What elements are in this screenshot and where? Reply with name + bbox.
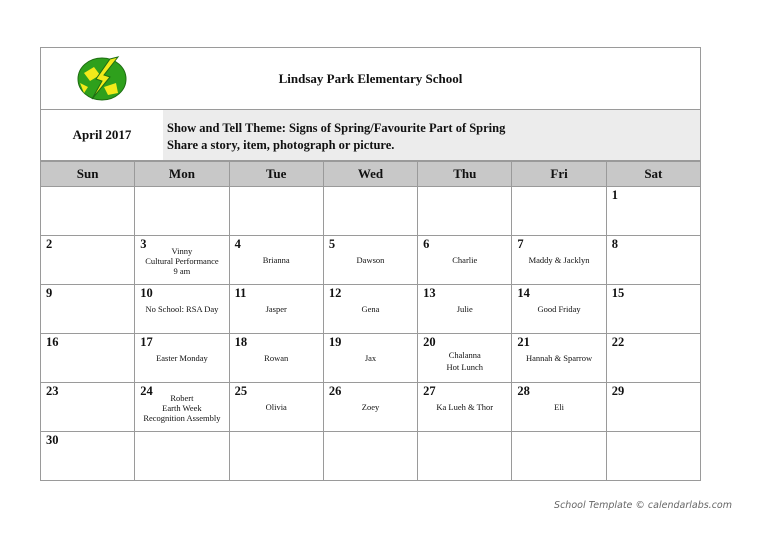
- day-number: 30: [46, 433, 59, 447]
- day-number: 26: [328, 384, 342, 398]
- theme-line-1: Show and Tell Theme: Signs of Spring/Favourite Part of Spring: [167, 121, 506, 135]
- day-number: 5: [328, 237, 336, 251]
- day-event-text: Charlie: [452, 255, 478, 265]
- day-number: 1: [611, 188, 618, 202]
- day-event-text: No School: RSA Day: [145, 304, 219, 314]
- day-number: 24: [140, 384, 153, 398]
- day-cell: [41, 383, 135, 432]
- day-cell: [323, 334, 417, 383]
- day-cell: [512, 334, 606, 383]
- day-event-text: Julie: [456, 304, 473, 314]
- day-event-text: Vinny: [171, 246, 193, 256]
- weekday-sun: Sun: [41, 162, 135, 187]
- day-cell: [606, 187, 700, 236]
- day-cell: [135, 285, 229, 334]
- week-row: [41, 285, 701, 334]
- day-cell: [512, 236, 606, 285]
- theme-box: [163, 110, 700, 160]
- month-title: April 2017: [41, 110, 163, 160]
- day-cell: [323, 383, 417, 432]
- day-event-text: Jasper: [265, 304, 287, 314]
- week-row: [41, 236, 701, 285]
- week-row: [41, 334, 701, 383]
- day-event-text: Hannah & Sparrow: [525, 353, 593, 363]
- day-cell: [135, 187, 229, 236]
- week-row: [41, 383, 701, 432]
- day-event-text: Zoey: [361, 402, 380, 412]
- day-number: 4: [234, 237, 241, 251]
- day-number: 2: [46, 237, 53, 251]
- day-event-text: Maddy & Jacklyn: [528, 255, 590, 265]
- day-cell: [418, 285, 512, 334]
- theme-line-2: Share a story, item, photograph or picture.: [167, 138, 395, 152]
- day-cell: [41, 236, 135, 285]
- calendar-sheet: [40, 47, 701, 481]
- week-row: [41, 432, 701, 481]
- day-cell: [418, 383, 512, 432]
- weekday-sat: Sat: [606, 162, 700, 187]
- day-event-text: Gena: [361, 304, 380, 314]
- day-number: 23: [46, 384, 59, 398]
- day-cell: [41, 187, 135, 236]
- day-number: 11: [234, 286, 247, 300]
- day-cell: [606, 236, 700, 285]
- day-cell: [135, 383, 229, 432]
- day-number: 8: [611, 237, 618, 251]
- day-event-text: Easter Monday: [156, 353, 208, 363]
- day-number: 13: [423, 286, 436, 300]
- day-event-text: Recognition Assembly: [143, 413, 221, 423]
- day-event-text: Eli: [554, 402, 564, 412]
- weekday-mon: Mon: [135, 162, 229, 187]
- day-cell: [323, 236, 417, 285]
- day-cell: [135, 432, 229, 481]
- day-event-text: 9 am: [173, 266, 191, 276]
- day-cell: [41, 432, 135, 481]
- day-event-text: Brianna: [262, 255, 290, 265]
- day-cell: [606, 334, 700, 383]
- weekday-fri: Fri: [512, 162, 606, 187]
- day-number: 6: [423, 237, 430, 251]
- day-cell: [135, 334, 229, 383]
- school-header: [40, 47, 701, 110]
- day-number: 20: [423, 335, 436, 349]
- weekday-thu: Thu: [418, 162, 512, 187]
- day-cell: [418, 187, 512, 236]
- day-cell: [418, 432, 512, 481]
- weekday-tue: Tue: [229, 162, 323, 187]
- day-cell: [418, 334, 512, 383]
- day-cell: [41, 334, 135, 383]
- day-number: 10: [140, 286, 153, 300]
- day-event-text: Good Friday: [537, 304, 581, 314]
- day-event-text: Hot Lunch: [446, 362, 484, 372]
- day-cell: [606, 432, 700, 481]
- day-number: 21: [517, 335, 530, 349]
- day-number: 16: [46, 335, 59, 349]
- day-event-text: Ka Lueh & Thor: [436, 402, 494, 412]
- day-number: 3: [140, 237, 147, 251]
- weekday-wed: Wed: [323, 162, 417, 187]
- day-number: 17: [140, 335, 153, 349]
- day-number: 29: [611, 384, 625, 398]
- school-name: Lindsay Park Elementary School: [278, 71, 463, 86]
- day-number: 7: [517, 237, 524, 251]
- day-number: 22: [611, 335, 625, 349]
- day-cell: [229, 187, 323, 236]
- day-event-text: Rowan: [264, 353, 289, 363]
- day-number: 25: [234, 384, 248, 398]
- day-event-text: Olivia: [265, 402, 287, 412]
- day-number: 12: [328, 286, 342, 300]
- day-cell: [229, 285, 323, 334]
- day-number: 9: [46, 286, 53, 300]
- day-event-text: Jax: [364, 353, 377, 363]
- day-event-text: Robert: [170, 393, 194, 403]
- day-cell: [229, 432, 323, 481]
- info-row: [40, 110, 701, 161]
- day-cell: [323, 432, 417, 481]
- day-cell: [512, 383, 606, 432]
- day-cell: [512, 187, 606, 236]
- day-cell: [229, 383, 323, 432]
- day-number: 15: [611, 286, 625, 300]
- day-cell: [323, 187, 417, 236]
- day-event-text: Dawson: [356, 255, 385, 265]
- day-cell: [323, 285, 417, 334]
- day-number: 14: [517, 286, 530, 300]
- day-cell: [418, 236, 512, 285]
- day-number: 18: [234, 335, 248, 349]
- footer-credit: School Template © calendarlabs.com: [554, 500, 732, 511]
- calendar-grid: [40, 161, 701, 481]
- day-event-text: Earth Week: [162, 403, 202, 413]
- day-number: 19: [328, 335, 342, 349]
- day-number: 28: [517, 384, 530, 398]
- day-cell: [606, 383, 700, 432]
- day-number: 27: [423, 384, 436, 398]
- day-cell: [135, 236, 229, 285]
- week-row: [41, 187, 701, 236]
- weekday-header-row: [41, 162, 701, 187]
- day-cell: [229, 236, 323, 285]
- day-cell: [512, 285, 606, 334]
- day-event-text: Cultural Performance: [145, 256, 219, 266]
- day-cell: [512, 432, 606, 481]
- day-cell: [229, 334, 323, 383]
- day-event-text: Chalanna: [448, 350, 481, 360]
- day-cell: [41, 285, 135, 334]
- day-cell: [606, 285, 700, 334]
